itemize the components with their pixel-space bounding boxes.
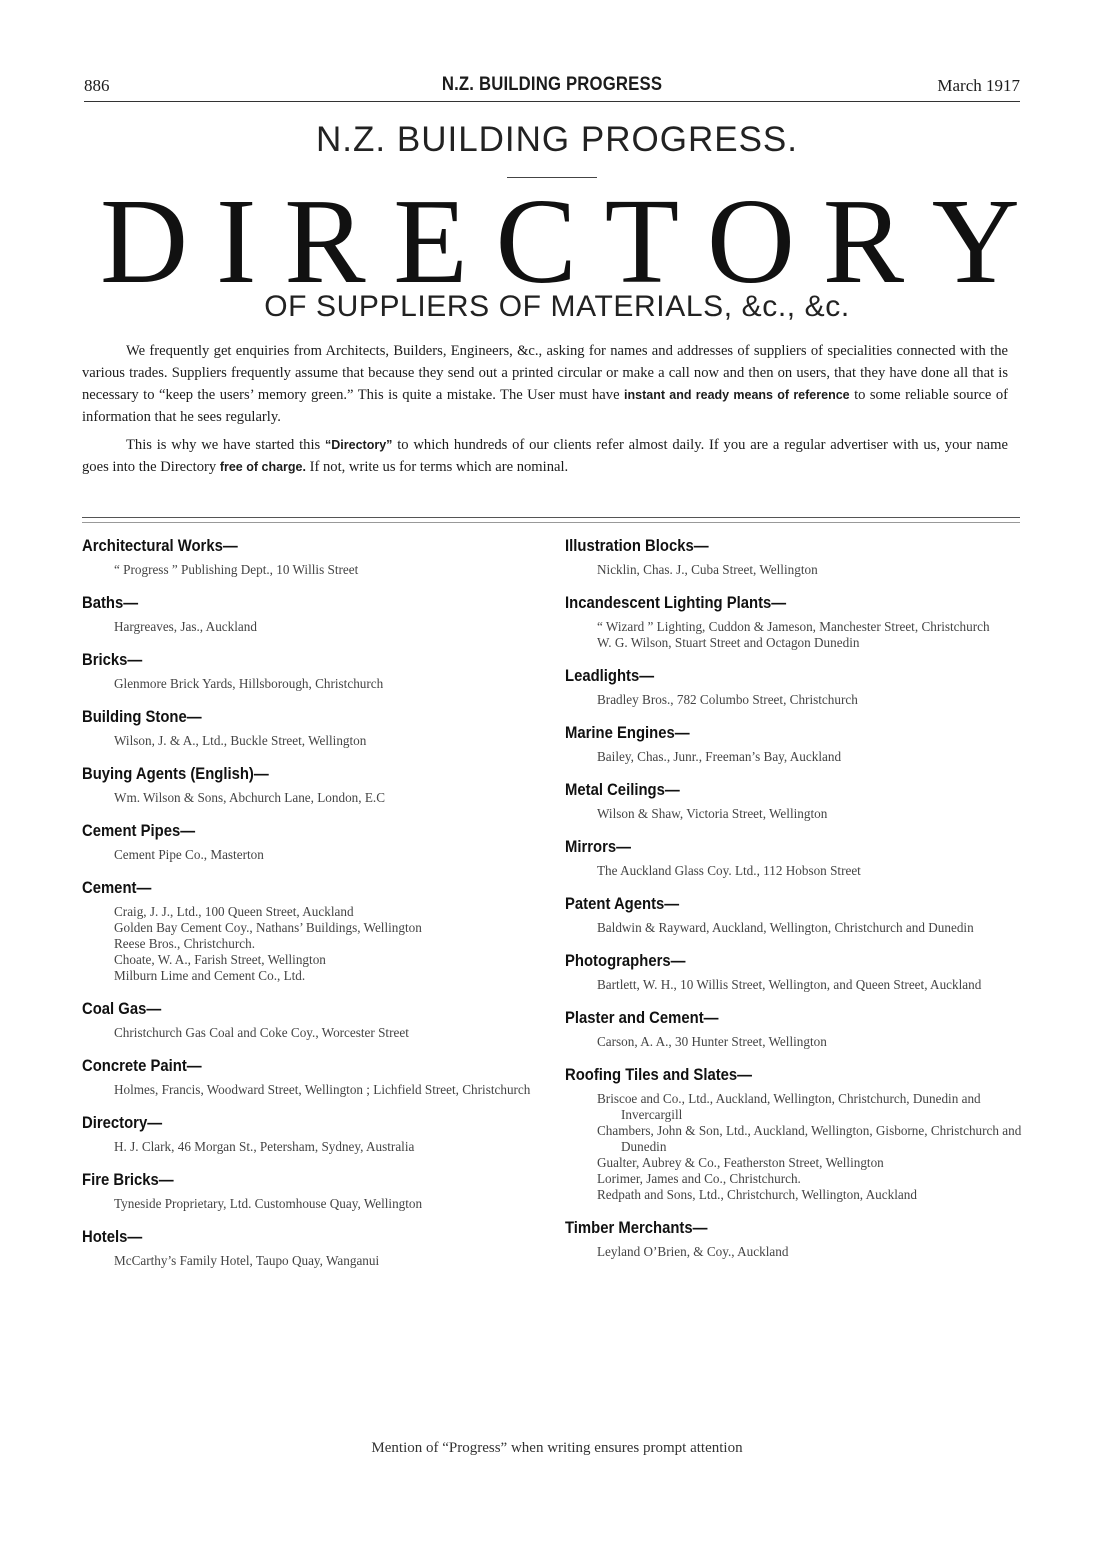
supplier-entry: Wilson, J. & A., Ltd., Buckle Street, Wellington xyxy=(114,733,367,748)
category-title: Concrete Paint— xyxy=(82,1057,202,1075)
supplier-entry: Hargreaves, Jas., Auckland xyxy=(114,619,257,634)
heading-letter: C xyxy=(495,174,577,309)
directory-category xyxy=(82,651,532,692)
heading-letter: E xyxy=(393,174,468,309)
category-title: Baths— xyxy=(82,594,139,612)
supplier-entry: Chambers, John & Son, Ltd., Auckland, Wellington, Gisborne, Christchurch and Dunedin xyxy=(597,1123,1022,1154)
heading-letter: I xyxy=(215,174,257,309)
supplier-entry: Carson, A. A., 30 Hunter Street, Wellington xyxy=(597,1034,827,1049)
masthead-title: N.Z. BUILDING PROGRESS. xyxy=(316,120,798,159)
supplier-entry: Wm. Wilson & Sons, Abchurch Lane, London, E.C xyxy=(114,790,386,805)
supplier-entry: Briscoe and Co., Ltd., Auckland, Wellington, Christchurch, Dunedin and Invercargill xyxy=(597,1091,981,1122)
directory-category xyxy=(565,724,1025,765)
supplier-entry: Nicklin, Chas. J., Cuba Street, Wellington xyxy=(597,562,818,577)
category-title: Patent Agents— xyxy=(565,895,680,913)
supplier-entry: Golden Bay Cement Coy., Nathans’ Buildings, Wellington xyxy=(114,920,422,935)
supplier-entry: Reese Bros., Christchurch. xyxy=(114,936,256,951)
category-title: Architectural Works— xyxy=(82,537,238,555)
heading-letter: D xyxy=(100,174,189,309)
heading-letter: O xyxy=(706,174,795,309)
category-title: Directory— xyxy=(82,1114,163,1132)
category-title: Metal Ceilings— xyxy=(565,781,680,799)
supplier-entry: Milburn Lime and Cement Co., Ltd. xyxy=(114,968,306,983)
right-column xyxy=(565,537,1025,1276)
supplier-entry: The Auckland Glass Coy. Ltd., 112 Hobson Street xyxy=(597,863,861,878)
issue-date: March 1917 xyxy=(937,76,1020,95)
category-title: Cement— xyxy=(82,879,152,897)
directory-category xyxy=(565,1066,1025,1203)
directory-category xyxy=(82,822,532,863)
directory-category xyxy=(82,1057,532,1098)
directory-category xyxy=(82,594,532,635)
running-title: N.Z. BUILDING PROGRESS xyxy=(441,74,663,95)
category-title: Timber Merchants— xyxy=(565,1219,708,1237)
heading-letter: R xyxy=(284,174,366,309)
page-number: 886 xyxy=(84,76,110,95)
directory-category xyxy=(565,895,1025,936)
masthead-subtitle: OF SUPPLIERS OF MATERIALS, &c., &c. xyxy=(264,290,850,323)
category-title: Hotels— xyxy=(82,1228,143,1246)
intro-paragraph-2: This is why we have started this “Directory” to which hundreds of our clients refer almost daily. If you are a regular advertiser with us, your name goes into the Directory free of charge. If not, write us for terms which are nominal. xyxy=(82,437,1008,475)
directory-category xyxy=(565,952,1025,993)
supplier-entry: “ Progress ” Publishing Dept., 10 Willis Street xyxy=(114,562,359,577)
supplier-entry: “ Wizard ” Lighting, Cuddon & Jameson, Manchester Street, Christchurch xyxy=(597,619,990,634)
category-title: Roofing Tiles and Slates— xyxy=(565,1066,753,1084)
heading-letter: T xyxy=(604,174,680,309)
category-title: Leadlights— xyxy=(565,667,655,685)
supplier-entry: Tyneside Proprietary, Ltd. Customhouse Quay, Wellington xyxy=(114,1196,423,1211)
category-title: Photographers— xyxy=(565,952,686,970)
directory-category xyxy=(565,594,1025,651)
supplier-entry: Lorimer, James and Co., Christchurch. xyxy=(597,1171,801,1186)
intro-text xyxy=(82,340,1008,484)
category-title: Incandescent Lighting Plants— xyxy=(565,594,787,612)
supplier-entry: Choate, W. A., Farish Street, Wellington xyxy=(114,952,326,967)
left-column xyxy=(82,537,532,1285)
bold-phrase: free of charge. xyxy=(219,460,306,474)
supplier-entry: Redpath and Sons, Ltd., Christchurch, Wellington, Auckland xyxy=(597,1187,917,1202)
directory-category xyxy=(565,537,1025,578)
supplier-entry: Bradley Bros., 782 Columbo Street, Christchurch xyxy=(597,692,858,707)
section-divider xyxy=(82,517,1020,523)
supplier-entry: McCarthy’s Family Hotel, Taupo Quay, Wanganui xyxy=(114,1253,380,1268)
header-rule xyxy=(84,101,1020,102)
directory-category xyxy=(565,1219,1025,1260)
supplier-entry: Bailey, Chas., Junr., Freeman’s Bay, Auckland xyxy=(597,749,842,764)
supplier-entry: Leyland O’Brien, & Coy., Auckland xyxy=(597,1244,789,1259)
category-title: Plaster and Cement— xyxy=(565,1009,719,1027)
supplier-entry: H. J. Clark, 46 Morgan St., Petersham, Sydney, Australia xyxy=(114,1139,415,1154)
footer-note: Mention of “Progress” when writing ensures prompt attention xyxy=(371,1440,743,1456)
page-header xyxy=(84,74,1020,104)
supplier-entry: Christchurch Gas Coal and Coke Coy., Worcester Street xyxy=(114,1025,409,1040)
directory-category xyxy=(565,1009,1025,1050)
directory-category xyxy=(82,1000,532,1041)
supplier-entry: Glenmore Brick Yards, Hillsborough, Christchurch xyxy=(114,676,384,691)
directory-category xyxy=(82,708,532,749)
directory-category xyxy=(82,1114,532,1155)
category-title: Fire Bricks— xyxy=(82,1171,174,1189)
directory-category xyxy=(82,537,532,578)
supplier-entry: Baldwin & Rayward, Auckland, Wellington, Christchurch and Dunedin xyxy=(597,920,974,935)
category-title: Bricks— xyxy=(82,651,143,669)
directory-category xyxy=(82,765,532,806)
supplier-entry: Bartlett, W. H., 10 Willis Street, Wellington, and Queen Street, Auckland xyxy=(597,977,982,992)
directory-category xyxy=(565,781,1025,822)
category-title: Illustration Blocks— xyxy=(565,537,709,555)
supplier-entry: Craig, J. J., Ltd., 100 Queen Street, Auckland xyxy=(114,904,354,919)
category-title: Mirrors— xyxy=(565,838,632,856)
category-title: Cement Pipes— xyxy=(82,822,196,840)
directory-category xyxy=(82,1228,532,1269)
supplier-entry: Wilson & Shaw, Victoria Street, Wellington xyxy=(597,806,828,821)
directory-category xyxy=(82,1171,532,1212)
category-title: Coal Gas— xyxy=(82,1000,162,1018)
supplier-entry: W. G. Wilson, Stuart Street and Octagon Dunedin xyxy=(597,635,860,650)
category-title: Buying Agents (English)— xyxy=(82,765,269,783)
category-title: Marine Engines— xyxy=(565,724,690,742)
directory-category xyxy=(565,667,1025,708)
intro-paragraph-1: We frequently get enquiries from Architects, Builders, Engineers, &c., asking for names and addresses of suppliers of specialities connected with the various trades. Suppliers frequently assume that because they send out a printed circular or make a call now and then on users, that they have done all that is necessary to “keep the users’ memory green.” This is quite a mistake. The User must have instant and ready means of reference to some reliable source of information that he sees regularly. xyxy=(82,343,1008,425)
supplier-entry: Cement Pipe Co., Masterton xyxy=(114,847,264,862)
bold-phrase: instant and ready means of reference xyxy=(624,388,850,402)
heading-letter: Y xyxy=(931,174,1020,309)
directory-category xyxy=(82,879,532,984)
directory-category xyxy=(565,838,1025,879)
heading-letter: R xyxy=(822,174,905,309)
bold-phrase: “Directory” xyxy=(325,438,393,452)
supplier-entry: Gualter, Aubrey & Co., Featherston Street, Wellington xyxy=(597,1155,884,1170)
category-title: Building Stone— xyxy=(82,708,202,726)
supplier-entry: Holmes, Francis, Woodward Street, Wellington ; Lichfield Street, Christchurch xyxy=(114,1082,531,1097)
